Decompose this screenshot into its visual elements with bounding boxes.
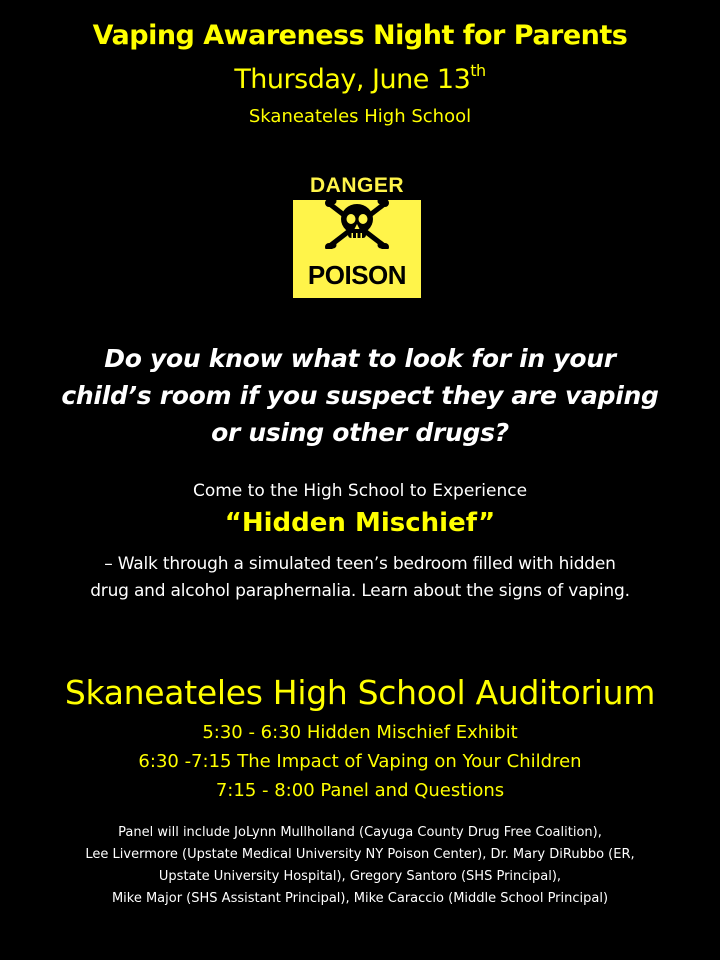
exhibit-title: “Hidden Mischief” (224, 508, 496, 538)
venue-name: Skaneateles High School Auditorium (64, 673, 656, 712)
exhibit-description (20, 551, 700, 605)
question-line: child’s room if you suspect they are vaping (61, 381, 659, 410)
question-heading (20, 340, 700, 451)
danger-poison-sign (293, 170, 421, 298)
panel-line: Upstate University Hospital), Gregory Santoro (SHS Principal), (158, 869, 562, 884)
exhibit-description-line: drug and alcohol paraphernalia. Learn about the signs of vaping. (90, 581, 630, 601)
event-date-text: Thursday, June 13 (234, 64, 471, 95)
question-line: or using other drugs? (211, 418, 509, 447)
panel-line: Panel will include JoLynn Mullholland (Cayuga County Drug Free Coalition), (118, 825, 602, 840)
exhibit-description-line: – Walk through a simulated teen’s bedroom filled with hidden (104, 554, 616, 574)
danger-label: DANGER (293, 170, 421, 200)
poison-label: POISON (307, 260, 407, 290)
schedule-item: 6:30 -7:15 The Impact of Vaping on Your Children (138, 751, 582, 772)
schedule-item: 7:15 - 8:00 Panel and Questions (215, 780, 505, 801)
event-title: Vaping Awareness Night for Parents (92, 20, 628, 51)
event-school: Skaneateles High School (248, 106, 472, 127)
question-line: Do you know what to look for in your (104, 344, 616, 373)
panel-description (10, 822, 710, 910)
event-date-suffix: th (470, 61, 486, 80)
exhibit-intro: Come to the High School to Experience (192, 481, 528, 501)
panel-line: Mike Major (SHS Assistant Principal), Mike Caraccio (Middle School Principal) (111, 891, 609, 906)
schedule-item: 5:30 - 6:30 Hidden Mischief Exhibit (202, 722, 518, 743)
panel-line: Lee Livermore (Upstate Medical University NY Poison Center), Dr. Mary DiRubbo (ER, (85, 847, 635, 862)
event-date (0, 61, 720, 95)
skull-crossbones-icon (323, 199, 391, 249)
